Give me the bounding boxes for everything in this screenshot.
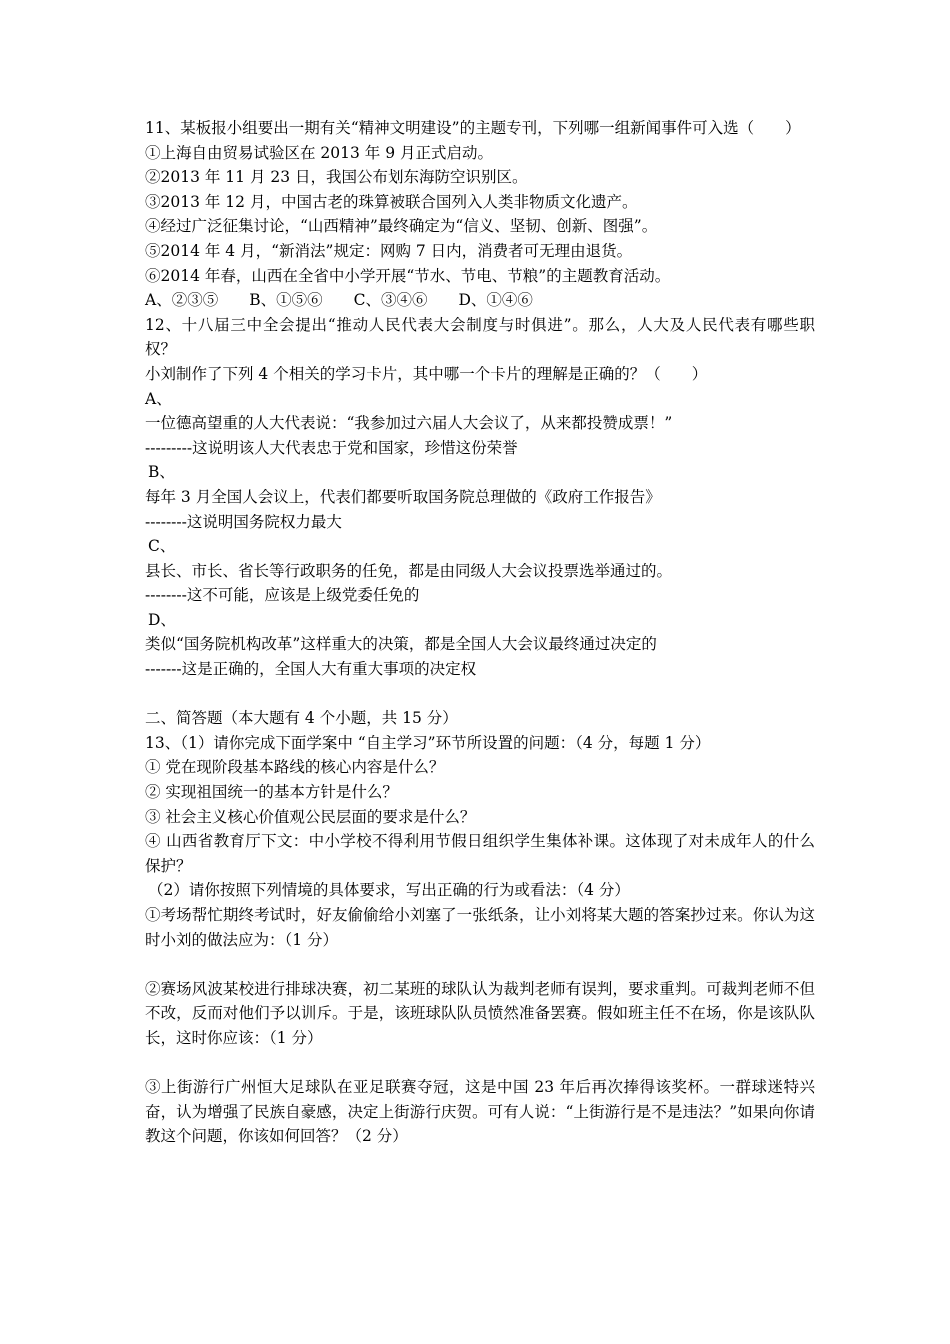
q13-part2: （2）请你按照下列情境的具体要求，写出正确的行为或看法：（4 分） <box>148 881 630 900</box>
q11-item-2: ②2013 年 11 月 23 日，我国公布划东海防空识别区。 <box>145 168 528 187</box>
q13-part2-item-2: ②赛场风波某校进行排球决赛，初二某班的球队认为裁判老师有误判，要求重判。可裁判老师不但不改，反而对他们予以训斥。于是，该班球队队员愤然准备罢赛。假如班主任不在场，你是该队队长，这时你应该：（1 分） <box>145 979 815 1047</box>
q11-item-6: ⑥2014 年春，山西在全省中小学开展“节水、节电、节粮”的主题教育活动。 <box>145 266 671 285</box>
card-b-label: B、 <box>148 463 175 482</box>
q11-item-5: ⑤2014 年 4 月，“新消法”规定：网购 7 日内，消费者可无理由退货。 <box>145 241 633 260</box>
card-a-label: A、 <box>145 389 172 408</box>
q12-intro: 小刘制作了下列 4 个相关的学习卡片，其中哪一个卡片的理解是正确的？（ ） <box>145 364 708 383</box>
section-2-title: 二、简答题（本大题有 4 个小题，共 15 分） <box>145 709 458 728</box>
q13-part2-item-3: ③上街游行广州恒大足球队在亚足联赛夺冠，这是中国 23 年后再次捧得该奖杯。一群球迷特兴奋，认为增强了民族自豪感，决定上街游行庆贺。可有人说：“上街游行是不是违法？”如果向你请教这个问题，你该如何回答？（2 分） <box>145 1078 815 1146</box>
q13-part1-item-3: ③ 社会主义核心价值观公民层面的要求是什么？ <box>145 807 476 826</box>
exam-page <box>145 116 815 1149</box>
q13-part1-item-2: ② 实现祖国统一的基本方针是什么？ <box>145 783 398 802</box>
q13-part2-item-1: ①考场帮忙期终考试时，好友偷偷给小刘塞了一张纸条，让小刘将某大题的答案抄过来。你认为这时小刘的做法应为：（1 分） <box>145 906 815 949</box>
q12-stem: 12、十八届三中全会提出“推动人民代表大会制度与时俱进”。那么，人大及人民代表有哪些职权？ <box>145 315 815 359</box>
card-b-text: 每年 3 月全国人会议上，代表们都要听取国务院总理做的《政府工作报告》 <box>145 487 661 506</box>
q11-item-4: ④经过广泛征集讨论，“山西精神”最终确定为“信义、坚韧、创新、图强”。 <box>145 217 658 236</box>
card-a-text: 一位德高望重的人大代表说：“我参加过六届人大会议了，从来都投赞成票！” <box>145 414 673 433</box>
q11-stem: 11、某板报小组要出一期有关“精神文明建设”的主题专刊，下列哪一组新闻事件可入选（ ） <box>145 119 801 137</box>
q13-part1-item-4: ④ 山西省教育厅下文：中小学校不得利用节假日组织学生集体补课。这体现了对未成年人的什么保护？ <box>145 832 815 875</box>
card-b-comment: --------这说明国务院权力最大 <box>145 512 342 531</box>
card-d-text: 类似“国务院机构改革”这样重大的决策，都是全国人大会议最终通过决定的 <box>145 635 657 654</box>
card-c-label: C、 <box>148 537 176 556</box>
card-c-comment: --------这不可能，应该是上级党委任免的 <box>145 586 420 605</box>
card-a-comment: ---------这说明该人大代表忠于党和国家，珍惜这份荣誉 <box>145 438 518 457</box>
card-d-comment: -------这是正确的，全国人大有重大事项的决定权 <box>145 660 477 679</box>
q11-item-1: ①上海自由贸易试验区在 2013 年 9 月正式启动。 <box>145 143 494 162</box>
q13-part1-item-1: ① 党在现阶段基本路线的核心内容是什么？ <box>145 758 445 777</box>
q11-item-3: ③2013 年 12 月，中国古老的珠算被联合国列入人类非物质文化遗产。 <box>145 192 638 211</box>
q11-options: A、②③⑤ B、①⑤⑥ C、③④⑥ D、①④⑥ <box>145 291 533 310</box>
q13-part1: 13、（1）请你完成下面学案中 “自主学习”环节所设置的问题：（4 分，每题 1 分） <box>145 733 711 752</box>
card-d-label: D、 <box>148 610 176 629</box>
card-c-text: 县长、市长、省长等行政职务的任免，都是由同级人大会议投票选举通过的。 <box>145 561 673 580</box>
